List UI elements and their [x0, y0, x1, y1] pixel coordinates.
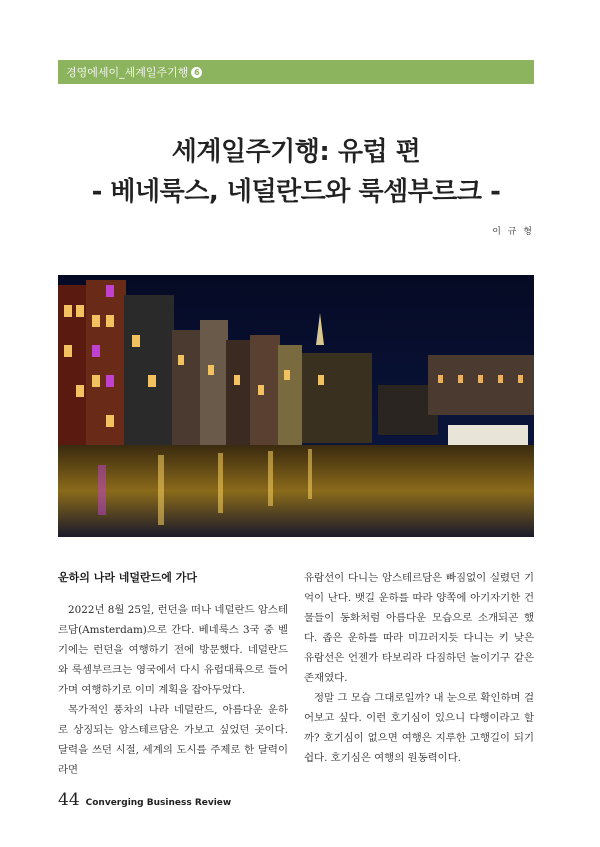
body-paragraph-2: 목가적인 풍차의 나라 네덜란드, 아름다운 운하로 상징되는 암스테르담은 가보고 싶었던 곳이다. 달력을 쓰던 시절, 세계의 도시를 주제로 한 달력이라면 [58, 704, 288, 776]
body-paragraph-3: 유람선이 다니는 암스테르담은 빠짐없이 실렸던 기억이 난다. 뱃길 운하를 따라 양쪽에 아기자기한 건물들이 동화처럼 아름다운 모습으로 소개되곤 했다. 좁은 운하를 따라 미끄러지듯 다니는 키 낮은 유람선은 언젠가 타보리라 다짐하던 놀이기구 같은 존재였다. [304, 572, 534, 684]
journal-name: Converging Business Review [85, 798, 232, 808]
text-column-left [58, 568, 288, 780]
series-number-badge: 6 [191, 67, 202, 78]
amsterdam-canal-night-photo [58, 275, 534, 537]
page-number: 44 [58, 790, 80, 810]
article-title [58, 132, 534, 212]
text-column-right [304, 568, 534, 768]
series-label: 경영에세이_세계일주기행 [66, 66, 189, 79]
section-header-bar [58, 60, 534, 84]
title-line-1: 세계일주기행: 유럽 편 [171, 137, 421, 167]
body-paragraph-4: 정말 그 모습 그대로일까? 내 눈으로 확인하며 걸어보고 싶다. 이런 호기심이 있으니 다행이라고 할까? 호기심이 없으면 여행은 지루한 고행길이 되기 쉽다. 호기심은 여행의 원동력이다. [304, 692, 534, 764]
page-footer [58, 790, 231, 810]
title-line-2: - 베네룩스, 네덜란드와 룩셈부르크 - [91, 177, 501, 207]
section-heading: 운하의 나라 네덜란드에 가다 [58, 571, 197, 584]
body-paragraph-1: 2022년 8월 25일, 런던을 떠나 네덜란드 암스테르담(Amsterdam)으로 간다. 베네룩스 3국 중 벨기에는 런던을 여행하기 전에 방문했다. 네덜란드와 룩셈부르크는 영국에서 다시 유럽대륙으로 들어가며 여행하기로 이미 계획을 잡아두었다. [58, 604, 288, 696]
author-name: 이 규 형 [492, 227, 534, 237]
